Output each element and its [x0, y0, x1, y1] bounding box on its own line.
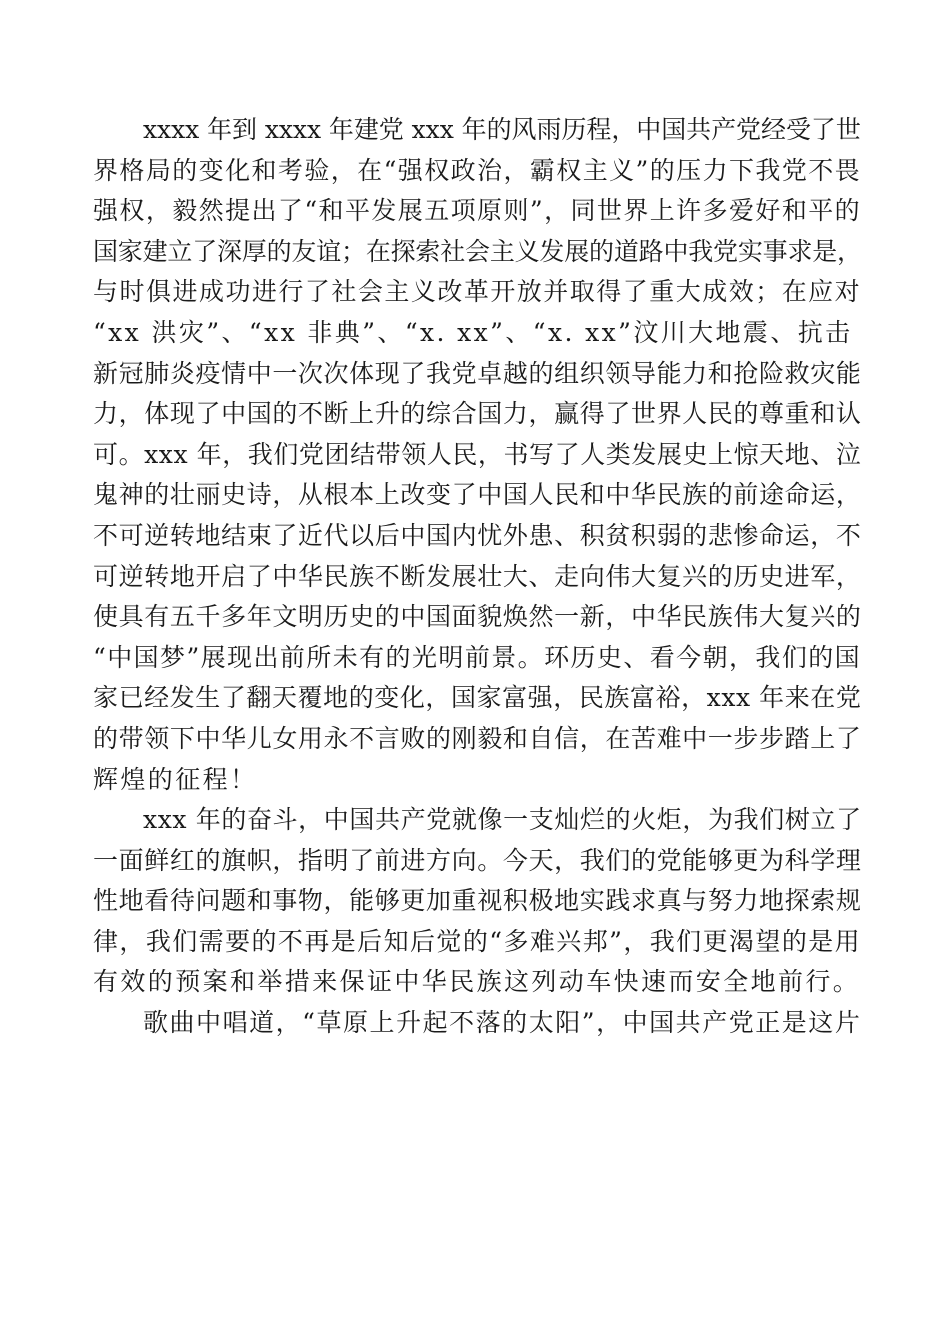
text-line: 律，我们需要的不再是后知后觉的“多难兴邦”，我们更渴望的是用: [93, 926, 862, 956]
paragraph-3: [93, 1003, 863, 1044]
text-line: “xx 洪灾”、“xx 非典”、“x. xx”、“x. xx”汶川大地震、抗击: [93, 317, 853, 347]
text-line: 家已经发生了翻天覆地的变化，国家富强，民族富裕，xxx 年来在党: [93, 683, 862, 713]
text-line: 歌曲中唱道，“草原上升起不落的太阳”，中国共产党正是这片: [143, 1008, 862, 1038]
text-line: xxx 年的奋斗，中国共产党就像一支灿烂的火炬，为我们树立了: [143, 805, 862, 835]
text-line: 可逆转地开启了中华民族不断发展壮大、走向伟大复兴的历史进军，: [93, 561, 862, 591]
text-line: 可。xxx 年，我们党团结带领人民，书写了人类发展史上惊天地、泣: [93, 439, 862, 469]
text-line: 国家建立了深厚的友谊；在探索社会主义发展的道路中我党实事求是，: [93, 236, 862, 266]
text-line: 使具有五千多年文明历史的中国面貌焕然一新，中华民族伟大复兴的: [93, 602, 862, 632]
text-line: 的带领下中华儿女用永不言败的刚毅和自信，在苦难中一步步踏上了: [93, 723, 862, 753]
text-line: 界格局的变化和考验，在“强权政治，霸权主义”的压力下我党不畏: [93, 155, 862, 185]
text-line: 强权，毅然提出了“和平发展五项原则”，同世界上许多爱好和平的: [93, 196, 862, 226]
text-line: 不可逆转地结束了近代以后中国内忧外患、积贫积弱的悲惨命运，不: [93, 520, 862, 550]
paragraph-1: [93, 110, 863, 800]
text-line: 一面鲜红的旗帜，指明了前进方向。今天，我们的党能够更为科学理: [93, 845, 862, 875]
text-line: 鬼神的壮丽史诗，从根本上改变了中国人民和中华民族的前途命运，: [93, 480, 862, 510]
text-line: 有效的预案和举措来保证中华民族这列动车快速而安全地前行。: [93, 967, 861, 997]
document-body: [93, 110, 863, 1044]
text-line: xxxx 年到 xxxx 年建党 xxx 年的风雨历程，中国共产党经受了世: [143, 115, 861, 144]
text-line: “中国梦”展现出前所未有的光明前景。环历史、看今朝，我们的国: [93, 642, 862, 672]
text-line: 力，体现了中国的不断上升的综合国力，赢得了世界人民的尊重和认: [93, 399, 862, 429]
text-line: 与时俱进成功进行了社会主义改革开放并取得了重大成效；在应对: [93, 277, 862, 307]
text-line: 辉煌的征程！: [93, 764, 258, 794]
text-line: 性地看待问题和事物，能够更加重视积极地实践求真与努力地探索规: [93, 886, 862, 916]
text-line: 新冠肺炎疫情中一次次体现了我党卓越的组织领导能力和抢险救灾能: [93, 358, 862, 388]
paragraph-2: [93, 800, 863, 1003]
